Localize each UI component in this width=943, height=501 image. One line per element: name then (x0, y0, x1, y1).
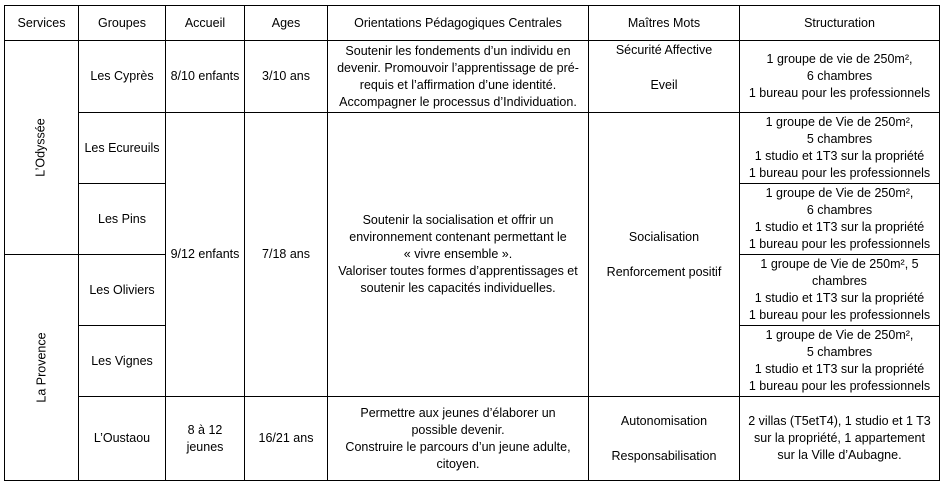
structuration-oustaou: 2 villas (T5etT4), 1 studio et 1 T3 sur la propriété, 1 appartement sur la Ville d’Aubagne. (740, 397, 940, 481)
table-row-oustaou (5, 397, 940, 481)
structuration-cypres: 1 groupe de vie de 250m², 6 chambres 1 bureau pour les professionnels (740, 41, 940, 113)
ages-cypres: 3/10 ans (245, 41, 328, 113)
groupe-ecureuils: Les Ecureuils (79, 113, 166, 184)
structuration-ecureuils: 1 groupe de Vie de 250m², 5 chambres 1 studio et 1T3 sur la propriété 1 bureau pour les professionnels (740, 113, 940, 184)
groupe-vignes: Les Vignes (79, 326, 166, 397)
groupe-oustaou: L’Oustaou (79, 397, 166, 481)
structuration-pins: 1 groupe de Vie de 250m², 6 chambres 1 studio et 1T3 sur la propriété 1 bureau pour les professionnels (740, 184, 940, 255)
accueil-shared: 9/12 enfants (166, 113, 245, 397)
service-provence: La Provence (34, 332, 49, 403)
groupe-pins: Les Pins (79, 184, 166, 255)
header-accueil: Accueil (166, 6, 245, 41)
header-maitres-mots: Maîtres Mots (589, 6, 740, 41)
mots-cypres: Sécurité Affective Eveil (589, 41, 740, 113)
accueil-oustaou: 8 à 12 jeunes (166, 397, 245, 481)
structuration-vignes: 1 groupe de Vie de 250m², 5 chambres 1 studio et 1T3 sur la propriété 1 bureau pour les professionnels (740, 326, 940, 397)
header-ages: Ages (245, 6, 328, 41)
header-groupes: Groupes (79, 6, 166, 41)
structuration-oliviers: 1 groupe de Vie de 250m², 5 chambres 1 studio et 1T3 sur la propriété 1 bureau pour les professionnels (740, 255, 940, 326)
mots-shared: Socialisation Renforcement positif (589, 113, 740, 397)
accueil-cypres: 8/10 enfants (166, 41, 245, 113)
service-odyssee: L’Odyssée (34, 118, 48, 177)
header-structuration: Structuration (740, 6, 940, 41)
service-provence-cell (5, 255, 79, 481)
header-row (5, 6, 940, 41)
structure-table (4, 5, 940, 481)
mots-oustaou: Autonomisation Responsabilisation (589, 397, 740, 481)
table-row-ecureuils (5, 113, 940, 184)
header-services: Services (5, 6, 79, 41)
orientation-shared: Soutenir la socialisation et offrir un environnement contenant permettant le « vivre ensemble ». Valoriser toutes formes d’apprentissages et soutenir les capacités individuelles. (328, 113, 589, 397)
ages-oustaou: 16/21 ans (245, 397, 328, 481)
groupe-oliviers: Les Oliviers (79, 255, 166, 326)
table-row-cypres (5, 41, 940, 113)
header-orientations: Orientations Pédagogiques Centrales (328, 6, 589, 41)
groupe-cypres: Les Cyprès (79, 41, 166, 113)
orientation-oustaou: Permettre aux jeunes d’élaborer un possible devenir. Construire le parcours d’un jeune adulte, citoyen. (328, 397, 589, 481)
service-odyssee-cell (5, 41, 79, 255)
ages-shared: 7/18 ans (245, 113, 328, 397)
orientation-cypres: Soutenir les fondements d’un individu en devenir. Promouvoir l’apprentissage de pré- requis et l’affirmation d’une identité. Accompagner le processus d’Individuation. (328, 41, 589, 113)
